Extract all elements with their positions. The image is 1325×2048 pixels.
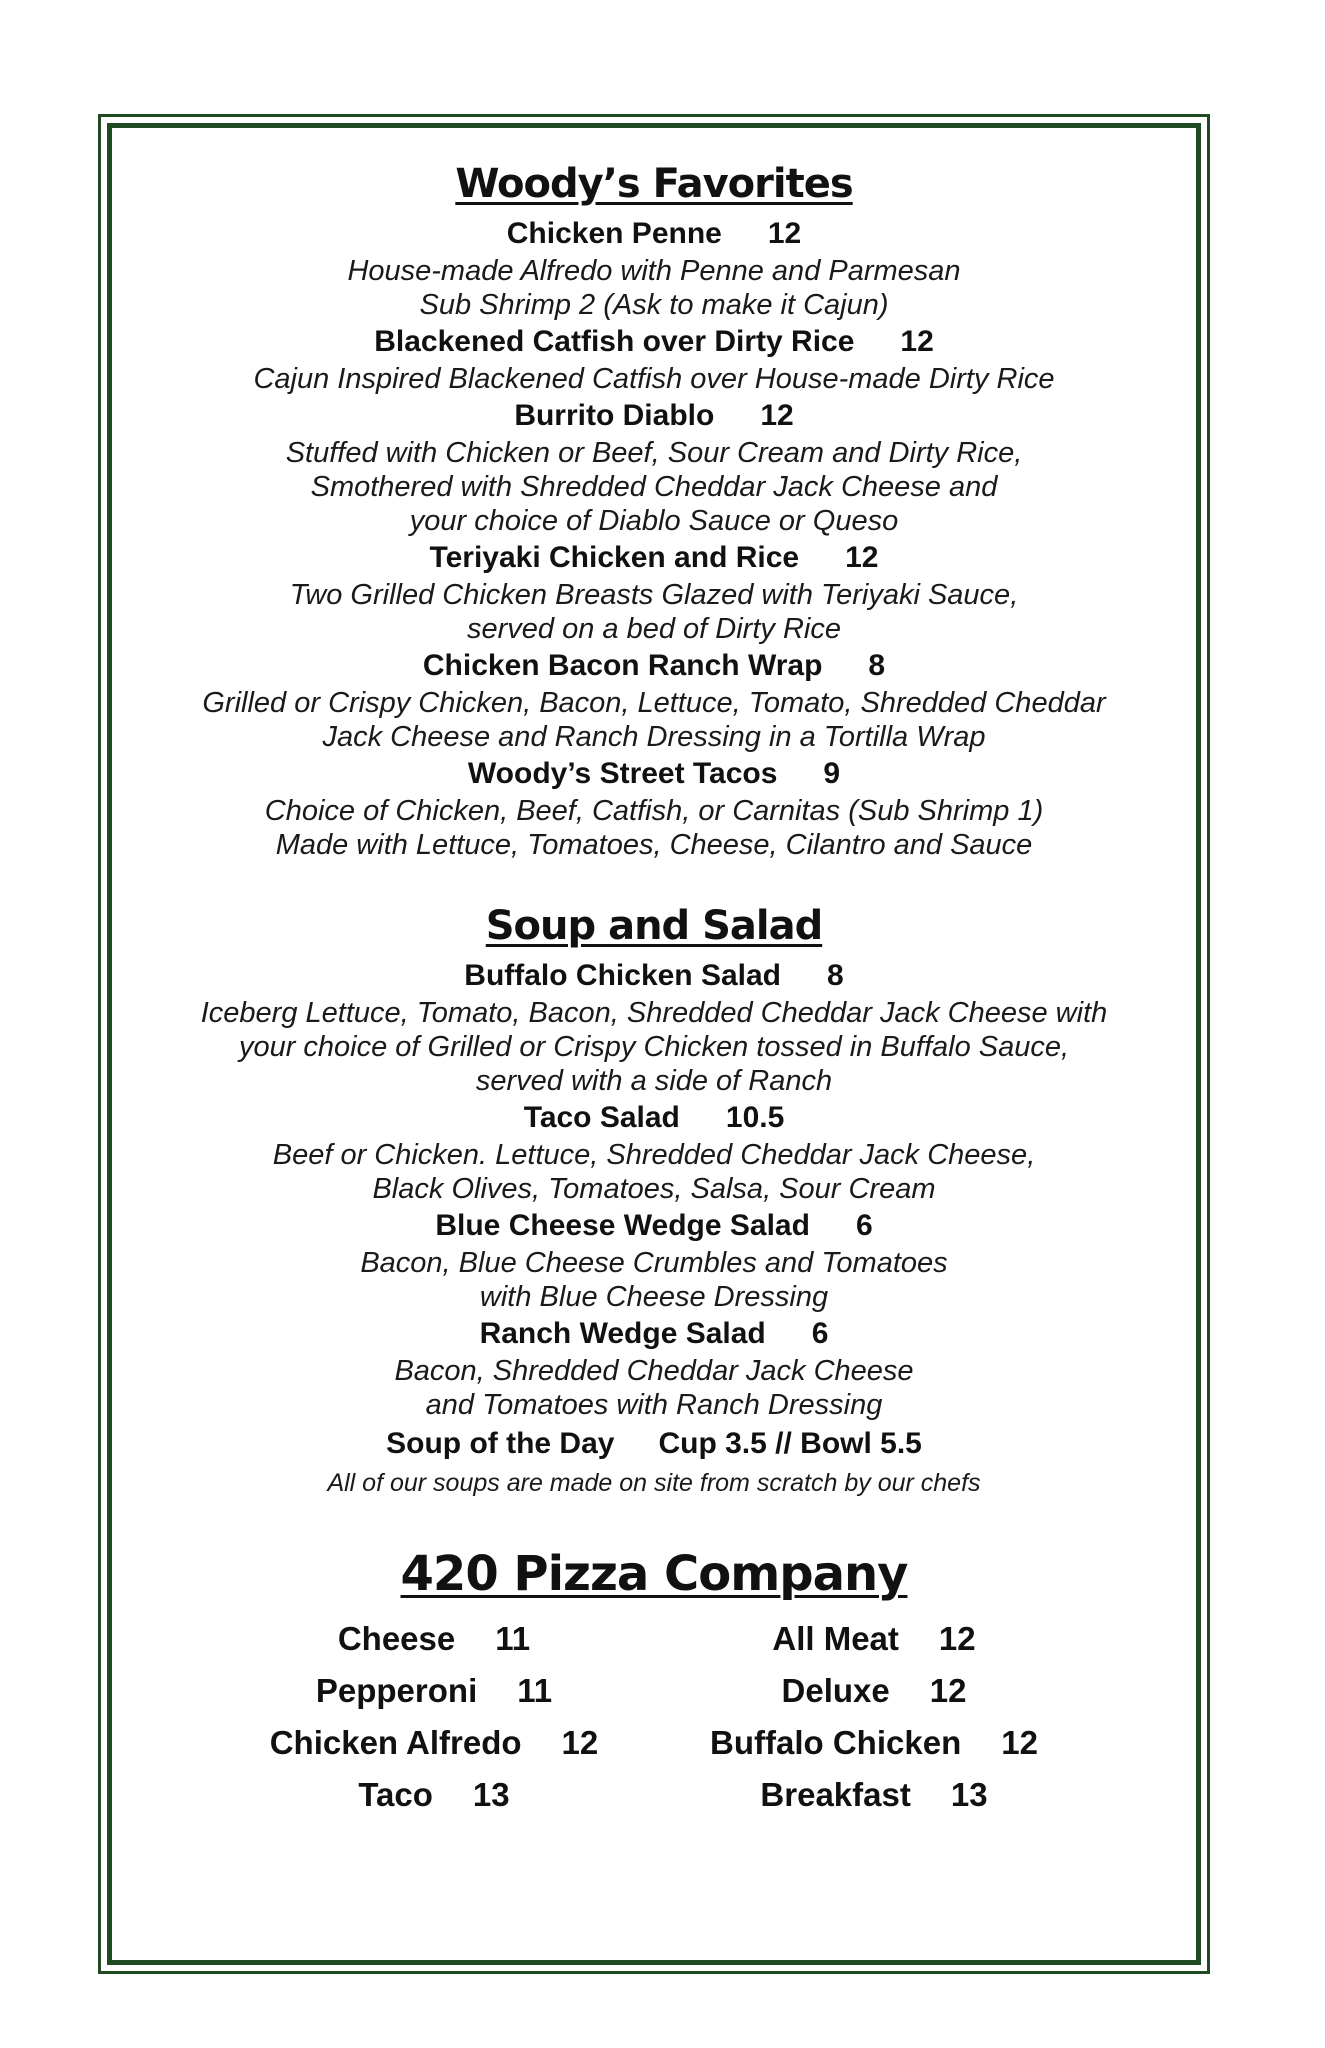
item-description: served with a side of Ranch <box>475 1065 833 1097</box>
item-name: Soup of the Day <box>386 1427 615 1460</box>
menu-page <box>112 160 1196 1818</box>
item-name: Blackened Catfish over Dirty Rice <box>374 325 855 358</box>
item-price: Cup 3.5 // Bowl 5.5 <box>658 1427 922 1460</box>
pizza-item <box>654 1772 1094 1818</box>
menu-item-blackened-catfish <box>112 322 1196 396</box>
pizza-list <box>214 1616 1094 1818</box>
item-price: 12 <box>1001 1724 1038 1761</box>
item-name: Teriyaki Chicken and Rice <box>429 541 800 574</box>
item-description: Cajun Inspired Blackened Catfish over House-made Dirty Rice <box>253 363 1055 395</box>
item-description: with Blue Cheese Dressing <box>479 1281 829 1313</box>
item-price: 6 <box>855 1209 873 1242</box>
section-title-soup-salad: Soup and Salad <box>485 903 823 949</box>
section-title-favorites: Woody’s Favorites <box>455 161 853 207</box>
item-name: Breakfast <box>760 1776 911 1813</box>
item-price: 12 <box>900 325 934 358</box>
item-name: Chicken Penne <box>506 217 722 250</box>
item-price: 12 <box>760 399 794 432</box>
item-description: Choice of Chicken, Beef, Catfish, or Carnitas (Sub Shrimp 1) <box>264 795 1044 827</box>
item-name: Deluxe <box>781 1672 890 1709</box>
menu-item-soup-of-the-day <box>112 1422 1196 1500</box>
item-description: Beef or Chicken. Lettuce, Shredded Cheddar Jack Cheese, <box>272 1139 1036 1171</box>
item-price: 12 <box>929 1672 967 1709</box>
item-description: Bacon, Blue Cheese Crumbles and Tomatoes <box>360 1247 948 1279</box>
item-description: Smothered with Shredded Cheddar Jack Cheese and <box>310 471 998 503</box>
menu-item-burrito-diablo <box>112 396 1196 538</box>
item-name: Burrito Diablo <box>514 399 715 432</box>
item-description: Iceberg Lettuce, Tomato, Bacon, Shredded Cheddar Jack Cheese with <box>200 997 1108 1029</box>
pizza-item <box>214 1772 654 1818</box>
pizza-item <box>654 1720 1094 1766</box>
item-description: your choice of Diablo Sauce or Queso <box>409 505 899 537</box>
item-description: Bacon, Shredded Cheddar Jack Cheese <box>394 1355 914 1387</box>
item-name: Buffalo Chicken Salad <box>464 959 782 992</box>
item-name: Cheese <box>337 1620 456 1657</box>
item-description: Grilled or Crispy Chicken, Bacon, Lettuce, Tomato, Shredded Cheddar <box>202 687 1106 719</box>
item-price: 12 <box>767 217 802 250</box>
item-description: and Tomatoes with Ranch Dressing <box>425 1389 883 1421</box>
pizza-item <box>214 1668 654 1714</box>
menu-item-chicken-bacon-ranch-wrap <box>112 646 1196 754</box>
pizza-item <box>214 1616 654 1662</box>
item-name: Chicken Alfredo <box>269 1724 522 1761</box>
item-description: your choice of Grilled or Crispy Chicken tossed in Buffalo Sauce, <box>238 1031 1070 1063</box>
menu-item-street-tacos <box>112 754 1196 862</box>
item-price: 6 <box>811 1317 829 1350</box>
menu-item-chicken-penne <box>112 214 1196 322</box>
item-description: served on a bed of Dirty Rice <box>467 613 841 645</box>
item-price: 9 <box>823 757 841 790</box>
item-price: 8 <box>868 649 886 682</box>
item-price: 11 <box>495 1620 531 1657</box>
pizza-item <box>654 1668 1094 1714</box>
section-title-pizza: 420 Pizza Company <box>400 1546 908 1602</box>
item-name: Pepperoni <box>315 1672 478 1709</box>
item-name: Chicken Bacon Ranch Wrap <box>422 649 823 682</box>
pizza-item <box>654 1616 1094 1662</box>
item-name: Taco Salad <box>523 1101 680 1134</box>
menu-item-buffalo-chicken-salad <box>112 956 1196 1098</box>
item-description: Jack Cheese and Ranch Dressing in a Tortilla Wrap <box>322 721 986 753</box>
item-description: House-made Alfredo with Penne and Parmesan <box>347 255 961 287</box>
item-name: Woody’s Street Tacos <box>467 757 778 790</box>
item-name: Ranch Wedge Salad <box>479 1317 766 1350</box>
item-price: 10.5 <box>725 1101 785 1134</box>
soup-note: All of our soups are made on site from scratch by our chefs <box>327 1469 981 1497</box>
menu-item-blue-cheese-wedge <box>112 1206 1196 1314</box>
item-name: Buffalo Chicken <box>710 1724 962 1761</box>
item-description: Black Olives, Tomatoes, Salsa, Sour Cream <box>372 1173 936 1205</box>
item-price: 12 <box>561 1724 599 1761</box>
menu-item-ranch-wedge <box>112 1314 1196 1422</box>
item-description: Stuffed with Chicken or Beef, Sour Cream and Dirty Rice, <box>285 437 1023 469</box>
item-name: Taco <box>358 1776 433 1813</box>
item-description: Sub Shrimp 2 (Ask to make it Cajun) <box>419 289 889 321</box>
item-name: Blue Cheese Wedge Salad <box>435 1209 810 1242</box>
item-price: 13 <box>950 1776 988 1813</box>
item-price: 11 <box>517 1672 553 1709</box>
menu-item-teriyaki-chicken <box>112 538 1196 646</box>
item-price: 13 <box>472 1776 510 1813</box>
menu-item-taco-salad <box>112 1098 1196 1206</box>
item-name: All Meat <box>772 1620 899 1657</box>
item-description: Two Grilled Chicken Breasts Glazed with Teriyaki Sauce, <box>289 579 1019 611</box>
item-price: 12 <box>845 541 879 574</box>
item-price: 8 <box>827 959 844 992</box>
item-description: Made with Lettuce, Tomatoes, Cheese, Cilantro and Sauce <box>275 829 1033 861</box>
pizza-item <box>214 1720 654 1766</box>
item-price: 12 <box>938 1620 976 1657</box>
